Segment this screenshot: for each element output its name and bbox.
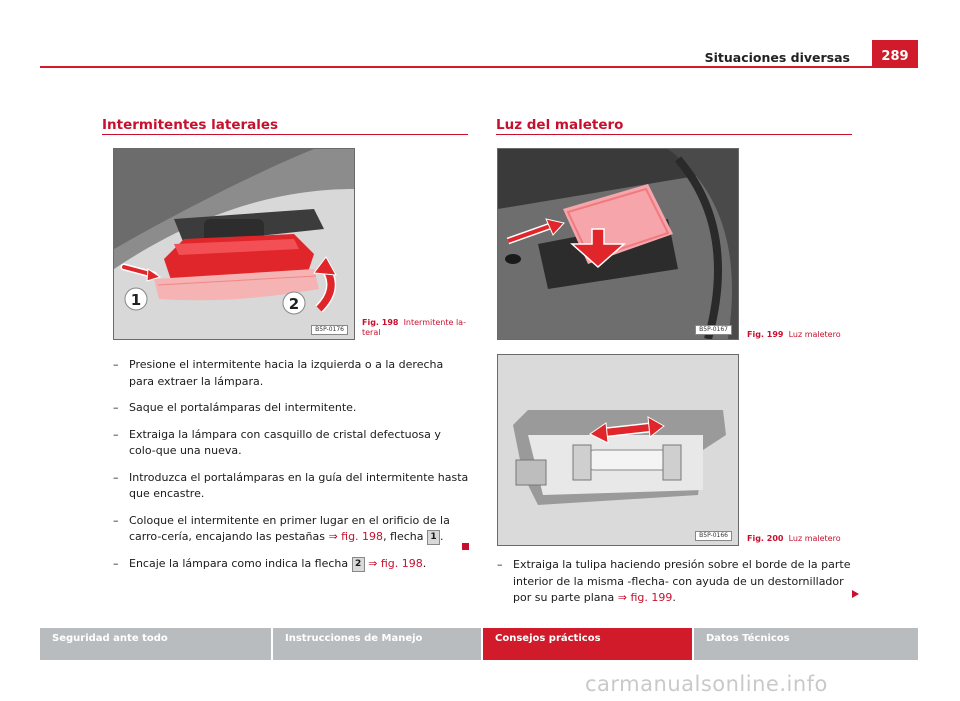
list-item: – Saque el portalámparas del intermitente. [113, 401, 357, 414]
figure-code: B5P-0176 [311, 325, 348, 335]
figure-link[interactable]: ⇒ fig. 199 [617, 591, 673, 604]
footer-tab-datos[interactable]: Datos Técnicos [694, 628, 918, 660]
list-item: – Encaje la lámpara como indica la flecha 2 ⇒ fig. 198. [113, 556, 427, 570]
caption-number: Fig. 199 [747, 330, 784, 339]
callout-badge: 1 [427, 530, 440, 545]
section-title-luz-maletero: Luz del maletero [496, 117, 624, 133]
footer-tab-consejos[interactable]: Consejos prácticos [483, 628, 692, 660]
figure-198-caption [362, 318, 472, 338]
instructions-list-left [113, 357, 469, 582]
caption-text: Luz maletero [788, 534, 841, 543]
list-item: – Extraiga la lámpara con casquillo de cristal defectuosa y colo-que una nueva. [113, 427, 441, 457]
callout-2: 2 [288, 295, 300, 313]
continue-arrow-icon [852, 590, 859, 598]
list-item: – Presione el intermitente hacia la izquierda o a la derecha para extraer la lámpara. [113, 358, 444, 388]
caption-text: Luz maletero [788, 330, 841, 339]
watermark: carmanualsonline.info [585, 672, 828, 696]
figure-199-image [497, 148, 739, 340]
figure-199-caption [747, 330, 867, 340]
section-rule [102, 134, 468, 135]
figure-200-image [497, 354, 739, 546]
figure-link[interactable]: ⇒ fig. 198 [328, 530, 384, 543]
list-item: – Coloque el intermitente en primer lugar en el orificio de la carro-cería, encajando las pestañas ⇒ fig. 198, flecha 1 . [113, 513, 450, 543]
list-item: – Extraiga la tulipa haciendo presión sobre el borde de la parte interior de la misma -flecha- con ayuda de un destornillador por su parte plana ⇒ fig. 199. [497, 558, 851, 604]
figure-code: B5P-0167 [695, 325, 732, 335]
figure-link[interactable]: ⇒ fig. 198 [368, 556, 423, 570]
page-section-title: Situaciones diversas [704, 50, 850, 65]
page-number: 289 [872, 40, 918, 68]
figure-198-image [113, 148, 355, 340]
footer-tab-instrucciones[interactable]: Instrucciones de Manejo [273, 628, 481, 660]
footer-tab-seguridad[interactable]: Seguridad ante todo [40, 628, 271, 660]
caption-number: Fig. 200 [747, 534, 784, 543]
figure-code: B5P-0166 [695, 531, 732, 541]
header-rule [40, 66, 918, 68]
list-item: – Introduzca el portalámparas en la guía del intermitente hasta que encastre. [113, 470, 469, 500]
callout-1: 1 [130, 291, 142, 309]
instructions-list-right [497, 557, 853, 617]
section-title-intermitentes: Intermitentes laterales [102, 117, 279, 133]
caption-text: Intermitente la-teral [362, 318, 466, 337]
figure-200-caption [747, 534, 867, 544]
callout-badge: 2 [352, 557, 365, 572]
section-rule [496, 134, 852, 135]
section-end-marker [462, 543, 469, 550]
caption-number: Fig. 198 [362, 318, 399, 327]
